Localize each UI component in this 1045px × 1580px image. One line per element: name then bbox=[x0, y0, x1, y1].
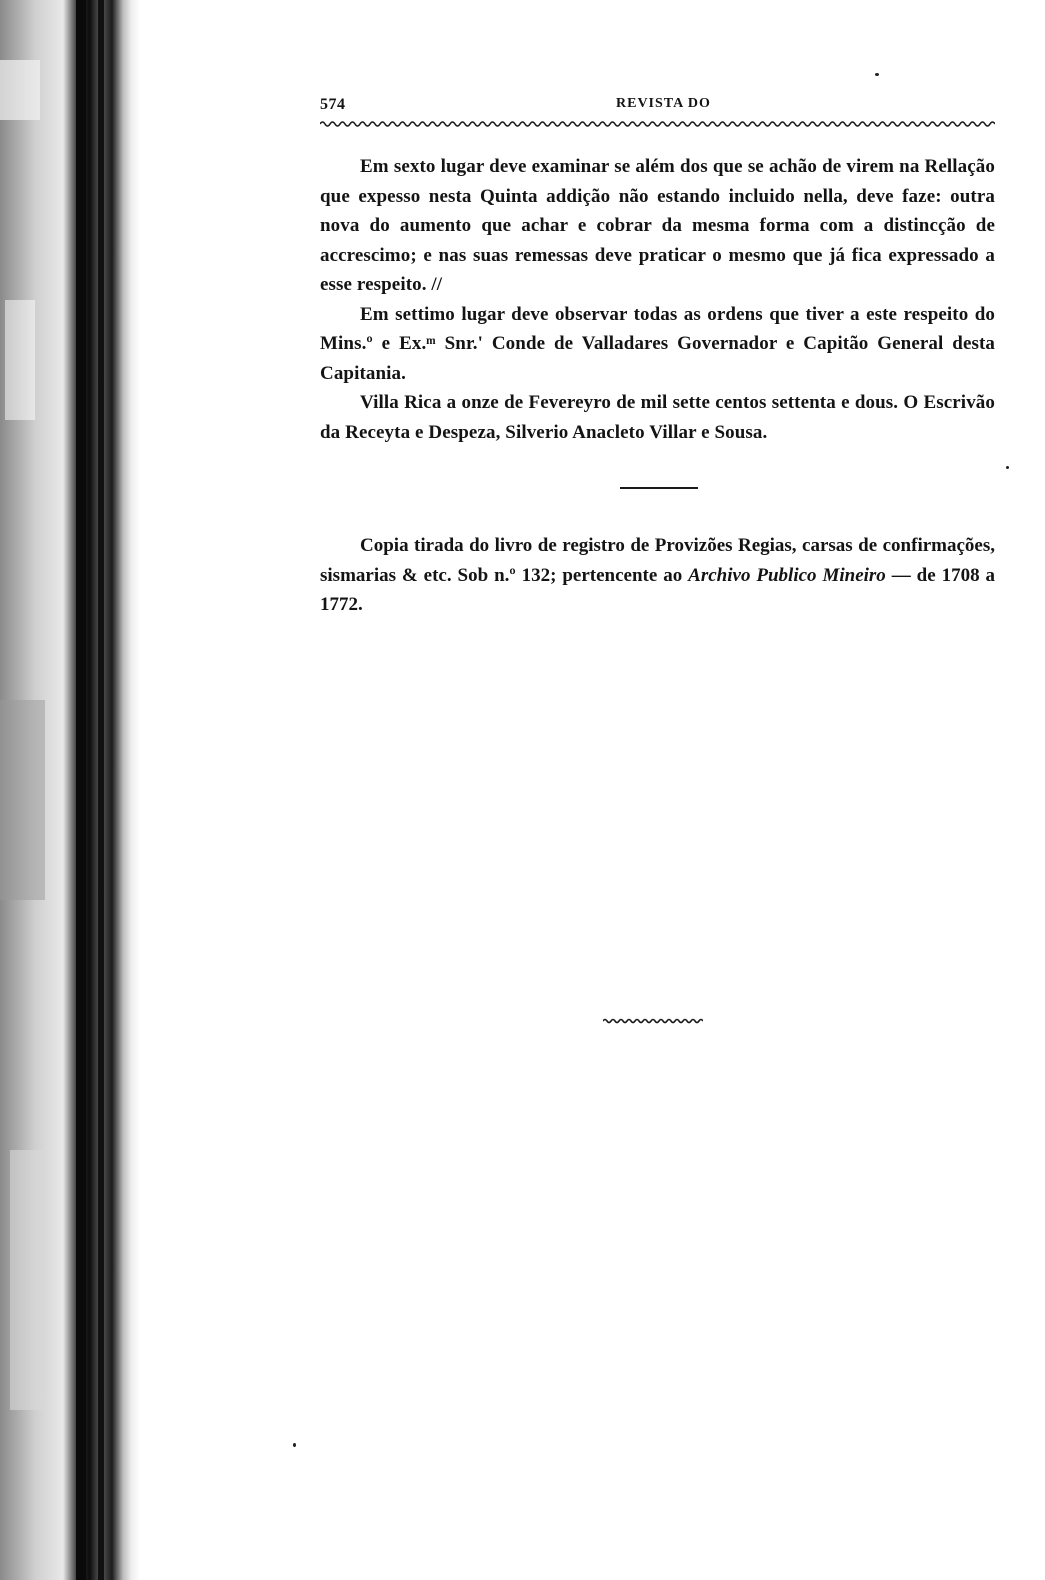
ink-speck bbox=[293, 1443, 296, 1447]
end-ornament bbox=[603, 1017, 703, 1025]
paragraph-settimo-lugar: Em settimo lugar deve observar todas as ordens que tiver a este respeito do Mins.º e Ex.ᵐ Snr.' Conde de Valladares Governador e Capitão General desta Capitania. bbox=[320, 303, 995, 384]
running-title: REVISTA DO bbox=[616, 96, 711, 111]
source-note bbox=[320, 531, 995, 620]
paragraph-sexto-lugar: Em sexto lugar deve examinar se além dos que se achão de virem na Rellação que expesso nesta Quinta addição não estando incluido nella, deve faze: outra nova do aumento que achar e cobrar da mesma forma com a distincção de accrescimo; e nas suas remessas deve praticar o mesmo que já fica expressado a esse respeito. // bbox=[320, 156, 995, 295]
body-text bbox=[320, 152, 995, 447]
ink-speck bbox=[1006, 466, 1009, 469]
page-content bbox=[320, 90, 995, 620]
source-note-text: Copia tirada do livro de registro de Provizões Regias, carsas de confirmações, sismarias & etc. Sob n.º 132; pertencente ao bbox=[320, 535, 995, 586]
source-note-dates: — de 1708 a 1772. bbox=[320, 564, 996, 615]
running-head bbox=[320, 90, 995, 120]
page-number: 574 bbox=[320, 96, 346, 113]
ink-speck bbox=[875, 73, 879, 76]
section-separator bbox=[620, 487, 698, 489]
binding-edge bbox=[0, 0, 140, 1580]
paragraph-signature: Villa Rica a onze de Fevereyro de mil sette centos settenta e dous. O Escrivão da Receyta e Despeza, Silverio Anacleto Villar e Sousa. bbox=[320, 392, 995, 443]
archive-name: Archivo Publico Mineiro bbox=[688, 564, 886, 586]
header-wavy-rule bbox=[320, 120, 995, 128]
